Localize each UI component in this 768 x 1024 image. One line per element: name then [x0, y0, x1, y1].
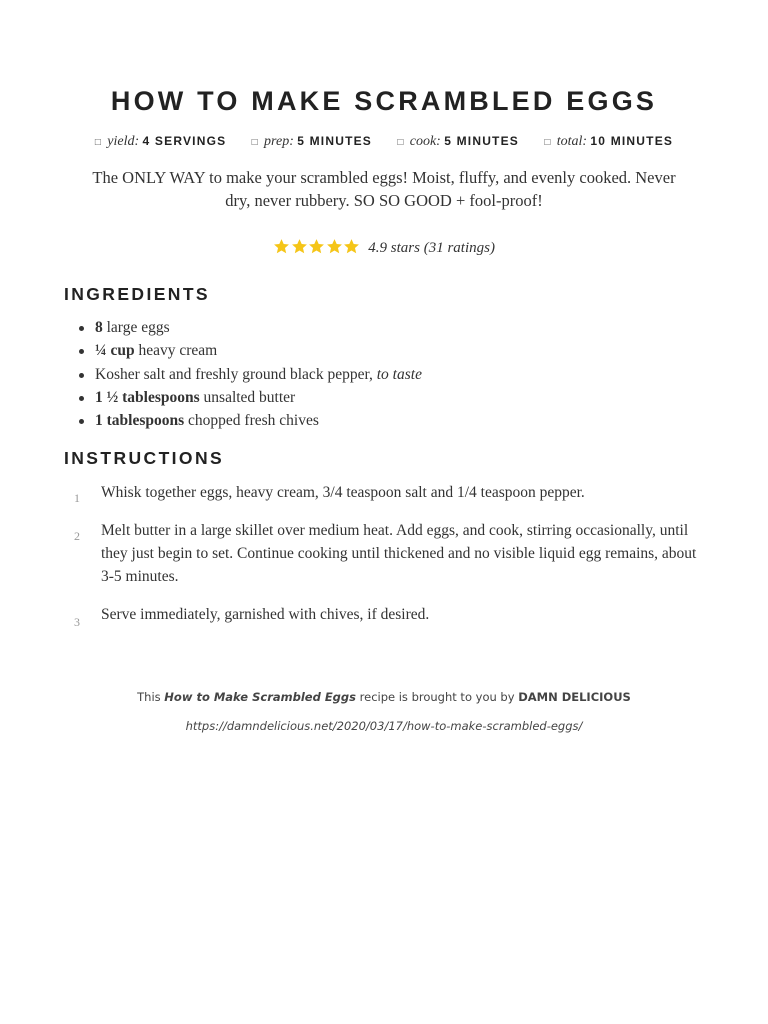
star-icon[interactable]: [326, 238, 343, 255]
ingredient-item: [95, 339, 715, 362]
recipe-rating: [0, 238, 768, 260]
meta-total: [544, 134, 673, 150]
ingredient-item: [95, 409, 715, 432]
cook-time-icon: □: [397, 137, 404, 148]
ingredient-name: Kosher salt and freshly ground black pepper,: [95, 365, 377, 383]
star-icon[interactable]: [308, 238, 325, 255]
meta-yield: [95, 134, 226, 150]
ingredient-name: unsalted butter: [199, 388, 296, 406]
ingredient-note: to taste: [376, 365, 422, 383]
yield-icon: □: [94, 137, 101, 148]
credit-prefix: This: [137, 690, 165, 704]
rating-stars[interactable]: [273, 238, 361, 260]
recipe-summary: The ONLY WAY to make your scrambled eggs! Moist, fluffy, and evenly cooked. Never dry, never rubbery. SO SO GOOD + fool-proof!: [92, 168, 676, 210]
recipe-title: HOW TO MAKE SCRAMBLED EGGS: [110, 86, 658, 116]
meta-total-label: total:: [556, 134, 588, 149]
total-time-icon: □: [544, 137, 551, 148]
meta-prep-label: prep:: [264, 134, 294, 149]
ingredient-amount: 8: [95, 319, 103, 336]
meta-yield-value: 4 SERVINGS: [142, 134, 227, 148]
ingredient-item: [95, 386, 715, 409]
credit-site-name[interactable]: DAMN DELICIOUS: [518, 690, 631, 704]
ingredient-name: heavy cream: [134, 342, 218, 360]
step-text: Whisk together eggs, heavy cream, 3/4 teaspoon salt and 1/4 teaspoon pepper.: [101, 484, 585, 501]
step-text: Serve immediately, garnished with chives, if desired.: [101, 606, 430, 623]
ingredient-amount: 1 ½ tablespoons: [95, 388, 200, 406]
meta-cook-label: cook:: [409, 134, 441, 149]
star-icon[interactable]: [273, 238, 290, 255]
ingredient-amount: ¼ cup: [95, 342, 135, 360]
meta-cook: [397, 134, 519, 150]
instructions-heading: INSTRUCTIONS: [64, 448, 225, 468]
step-number: 1: [74, 491, 80, 505]
ingredient-item: [95, 316, 715, 339]
meta-total-value: 10 MINUTES: [590, 134, 674, 148]
recipe-meta: [0, 134, 768, 150]
meta-prep: [252, 134, 372, 150]
ingredient-amount: 1 tablespoons: [95, 412, 185, 430]
step-text: Melt butter in a large skillet over medium heat. Add eggs, and cook, stirring occasionally, until they just begin to set. Continue cooking until thickened and no visible liquid egg remains, about 3-5 minutes.: [101, 522, 697, 585]
meta-yield-label: yield:: [107, 134, 140, 149]
step-number: 2: [74, 529, 80, 543]
ingredient-item: [95, 363, 715, 386]
source-url-link[interactable]: https://damndelicious.net/2020/03/17/how-to-make-scrambled-eggs/: [185, 719, 583, 733]
prep-time-icon: □: [251, 137, 258, 148]
step-number: 3: [74, 615, 80, 629]
ingredient-name: large eggs: [102, 319, 170, 336]
rating-text: 4.9 stars (31 ratings): [368, 240, 495, 256]
ingredients-heading: INGREDIENTS: [64, 284, 210, 304]
star-icon[interactable]: [343, 238, 360, 255]
ingredients-list: [95, 316, 715, 432]
credit-middle: recipe is brought to you by: [355, 690, 519, 704]
ingredient-name: chopped fresh chives: [184, 412, 319, 430]
recipe-credit: [0, 690, 768, 704]
credit-recipe-name: How to Make Scrambled Eggs: [164, 690, 356, 704]
meta-cook-value: 5 MINUTES: [444, 134, 519, 148]
meta-prep-value: 5 MINUTES: [297, 134, 373, 148]
star-icon[interactable]: [291, 238, 308, 255]
